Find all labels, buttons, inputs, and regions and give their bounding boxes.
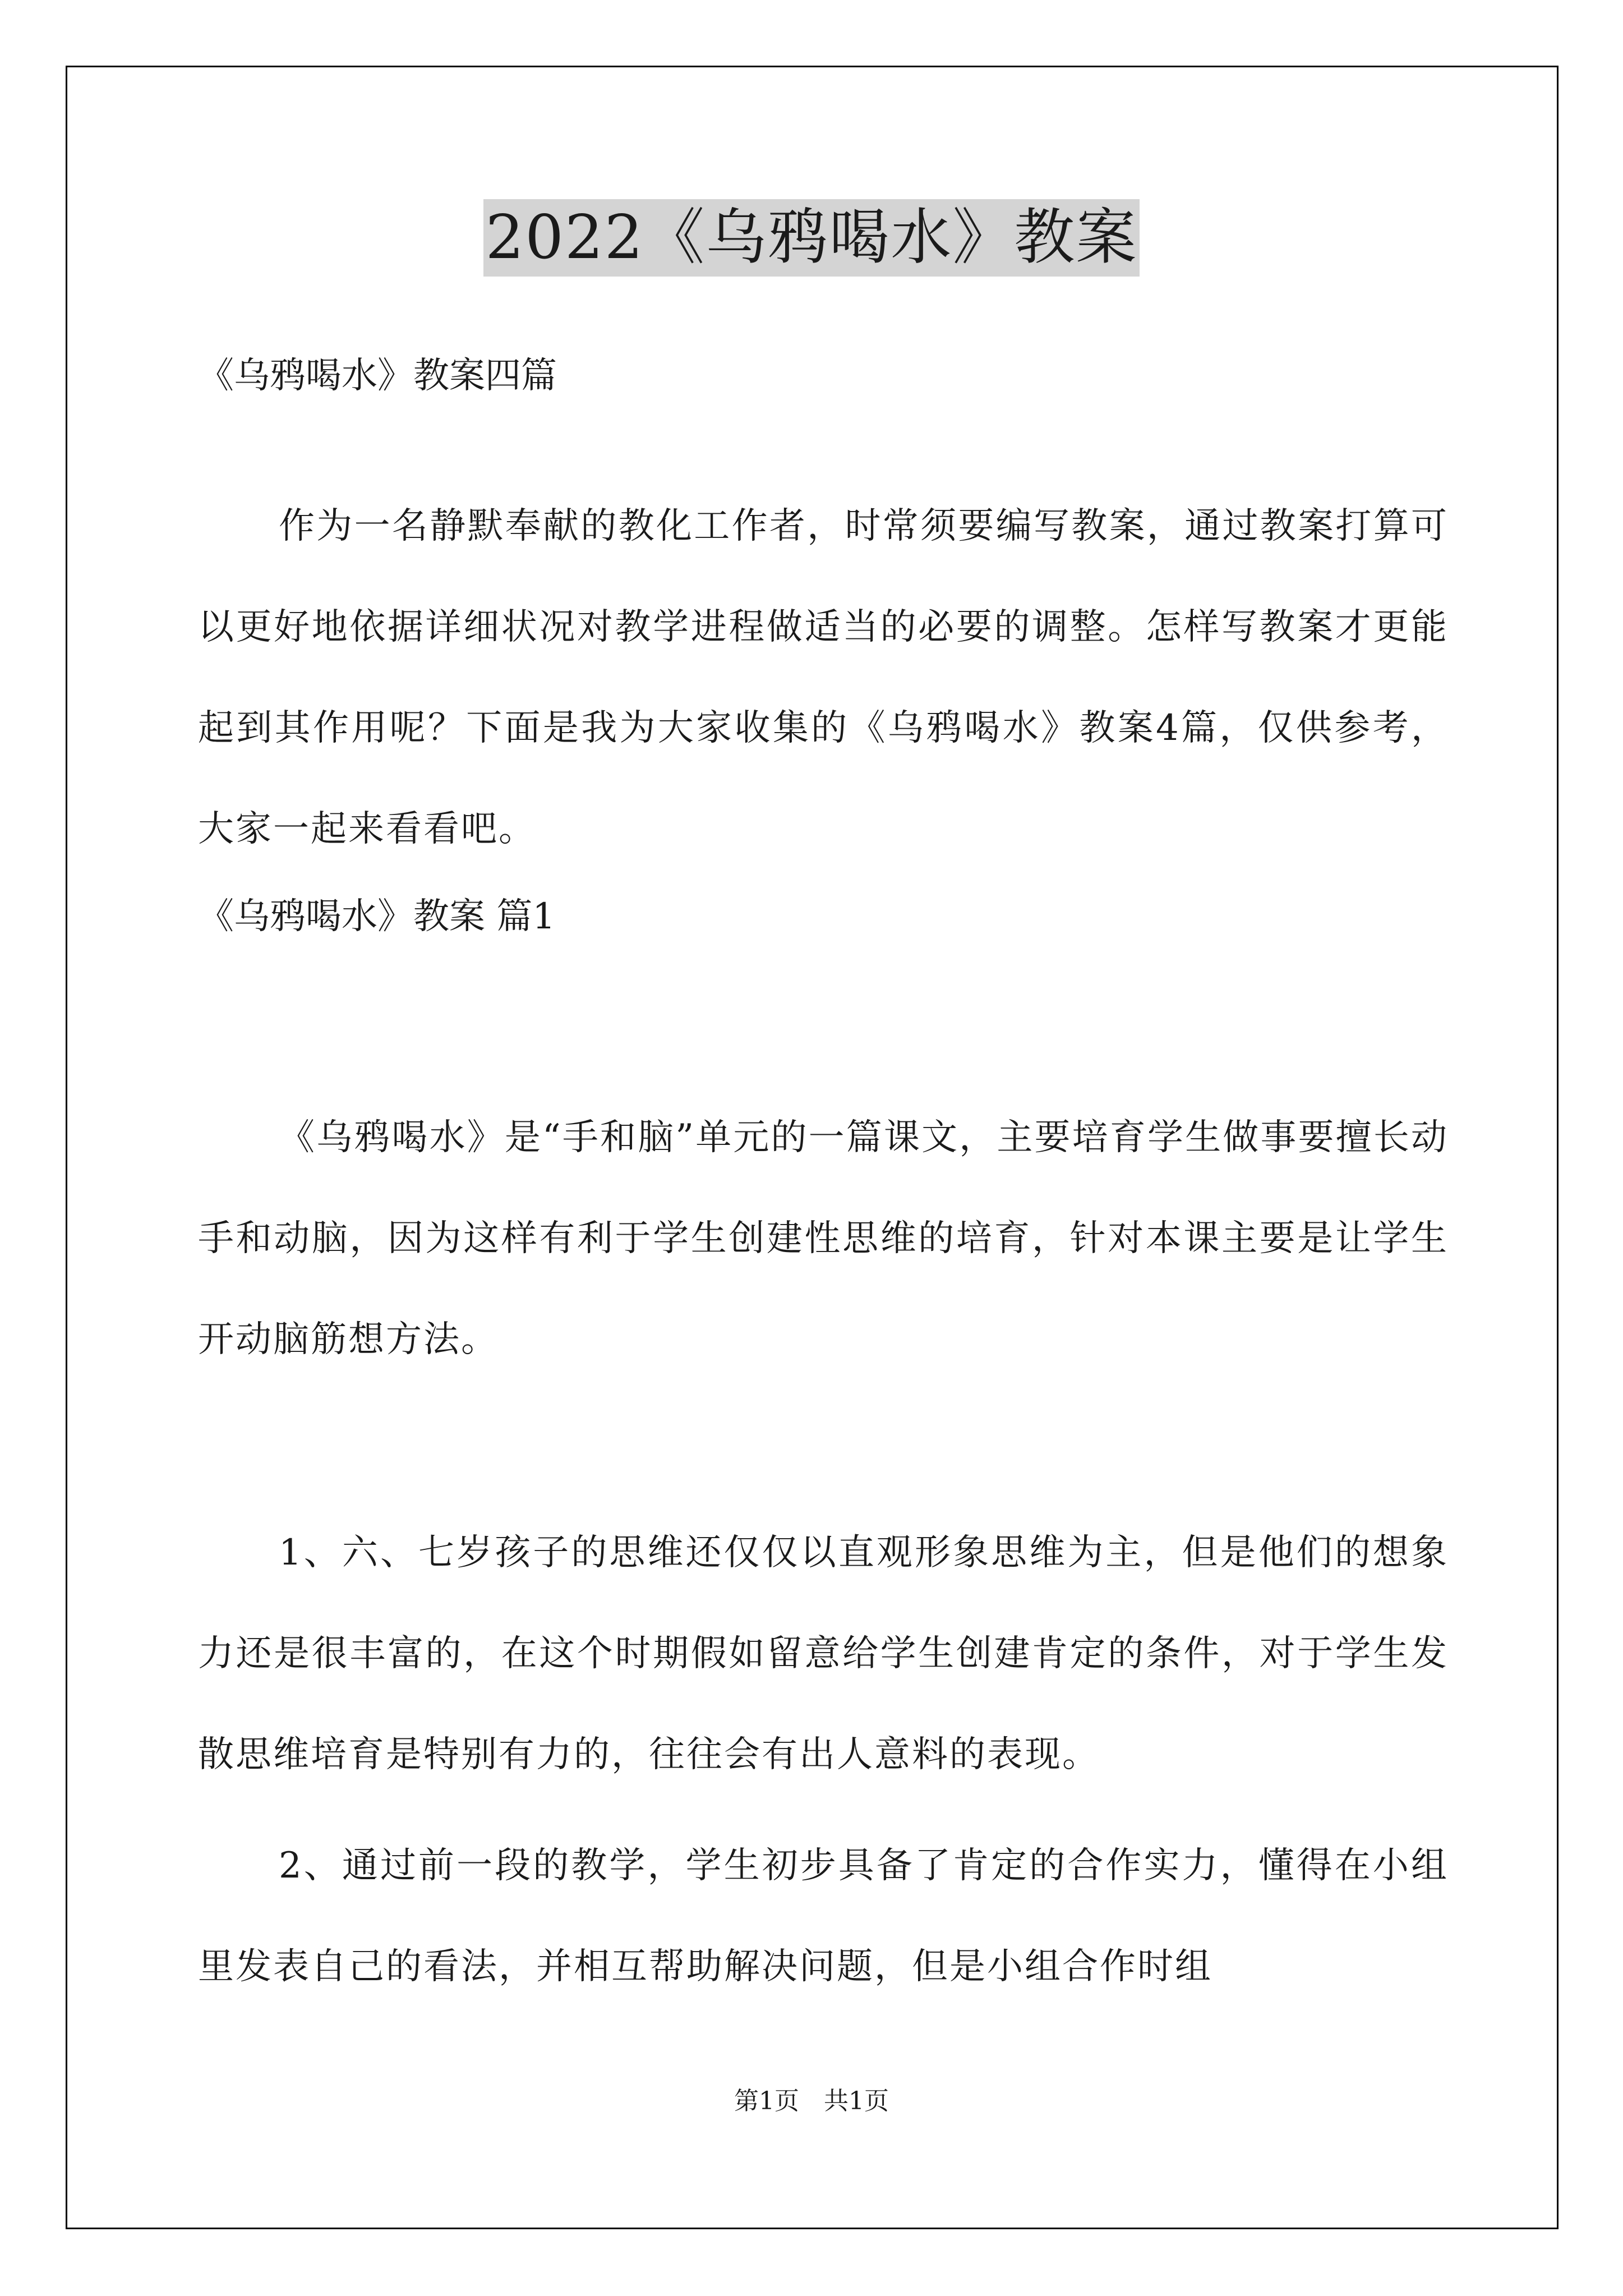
document-subtitle: 《乌鸦喝水》教案四篇 — [198, 355, 557, 397]
section-heading: 《乌鸦喝水》教案 篇1 — [198, 896, 556, 937]
page-footer: 第1页 共1页 — [734, 2087, 889, 2115]
intro-paragraph: 作为一名静默奉献的教化工作者，时常须要编写教案，通过教案打算可以更好地依据详细状况对教学进程做适当的必要的调整。怎样写教案才更能起到其作用呢？下面是我为大家收集的《乌鸦喝水》教案4篇，仅供参考，大家一起来看看吧。 — [198, 505, 1449, 850]
body-paragraph-1: 《乌鸦喝水》是“手和脑”单元的一篇课文，主要培育学生做事要擅长动手和动脑，因为这样有利于学生创建性思维的培育，针对本课主要是让学生开动脑筋想方法。 — [198, 1117, 1449, 1360]
title-container — [0, 199, 1623, 277]
body-paragraph-3: 2、通过前一段的教学，学生初步具备了肯定的合作实力，懂得在小组里发表自己的看法，并相互帮助解决问题，但是小组合作时组 — [198, 1845, 1449, 1987]
body-paragraph-2: 1、六、七岁孩子的思维还仅仅以直观形象思维为主，但是他们的想象力还是很丰富的，在这个时期假如留意给学生创建肯定的条件，对于学生发散思维培育是特别有力的，往往会有出人意料的表现。 — [198, 1532, 1449, 1775]
document-title: 2022《乌鸦喝水》教案 — [483, 199, 1140, 277]
